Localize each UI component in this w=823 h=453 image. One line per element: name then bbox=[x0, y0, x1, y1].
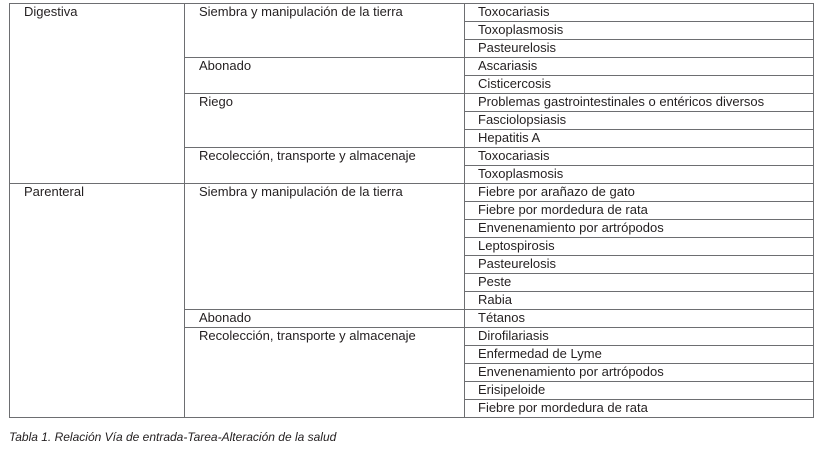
tarea-cell: Recolección, transporte y almacenaje bbox=[199, 148, 416, 163]
alteracion-cell: Fiebre por mordedura de rata bbox=[478, 400, 648, 415]
alteracion-cell: Ascariasis bbox=[478, 58, 538, 73]
alteracion-cell: Toxocariasis bbox=[478, 4, 550, 19]
alteracion-cell: Fasciolopsiasis bbox=[478, 112, 567, 127]
alteracion-cell: Toxoplasmosis bbox=[478, 22, 564, 37]
alteracion-cell: Pasteurelosis bbox=[478, 40, 557, 55]
tarea-cell: Riego bbox=[199, 94, 233, 109]
alteracion-cell: Pasteurelosis bbox=[478, 256, 557, 271]
tarea-cell: Abonado bbox=[199, 310, 252, 325]
alteracion-cell: Fiebre por arañazo de gato bbox=[478, 184, 635, 199]
table-caption: Tabla 1. Relación Vía de entrada-Tarea-Alteración de la salud bbox=[9, 430, 337, 444]
tarea-cell: Siembra y manipulación de la tierra bbox=[199, 4, 403, 19]
row-divider bbox=[464, 273, 813, 274]
group-divider bbox=[9, 183, 814, 184]
alteracion-cell: Toxoplasmosis bbox=[478, 166, 564, 181]
alteracion-cell: Leptospirosis bbox=[478, 238, 555, 253]
alteracion-cell: Peste bbox=[478, 274, 512, 289]
tarea-cell: Siembra y manipulación de la tierra bbox=[199, 184, 403, 199]
via-cell: Parenteral bbox=[24, 184, 84, 199]
alteracion-cell: Erisipeloide bbox=[478, 382, 546, 397]
column-divider bbox=[464, 3, 465, 417]
alteracion-cell: Envenenamiento por artrópodos bbox=[478, 220, 664, 235]
alteracion-cell: Dirofilariasis bbox=[478, 328, 549, 343]
data-table bbox=[9, 3, 813, 417]
alteracion-cell: Tétanos bbox=[478, 310, 525, 325]
alteracion-cell: Problemas gastrointestinales o entéricos diversos bbox=[478, 94, 765, 109]
table-border-right bbox=[813, 3, 814, 418]
alteracion-cell: Rabia bbox=[478, 292, 512, 307]
column-divider bbox=[184, 3, 185, 417]
via-cell: Digestiva bbox=[24, 4, 78, 19]
table-border-left bbox=[9, 3, 10, 417]
alteracion-cell: Envenenamiento por artrópodos bbox=[478, 364, 664, 379]
tarea-cell: Recolección, transporte y almacenaje bbox=[199, 328, 416, 343]
alteracion-cell: Toxocariasis bbox=[478, 148, 550, 163]
alteracion-cell: Hepatitis A bbox=[478, 130, 541, 145]
alteracion-cell: Enfermedad de Lyme bbox=[478, 346, 602, 361]
alteracion-cell: Fiebre por mordedura de rata bbox=[478, 202, 648, 217]
group-divider bbox=[9, 417, 814, 418]
tarea-cell: Abonado bbox=[199, 58, 252, 73]
table-border-top bbox=[9, 3, 813, 4]
row-divider bbox=[464, 291, 813, 292]
alteracion-cell: Cisticercosis bbox=[478, 76, 551, 91]
